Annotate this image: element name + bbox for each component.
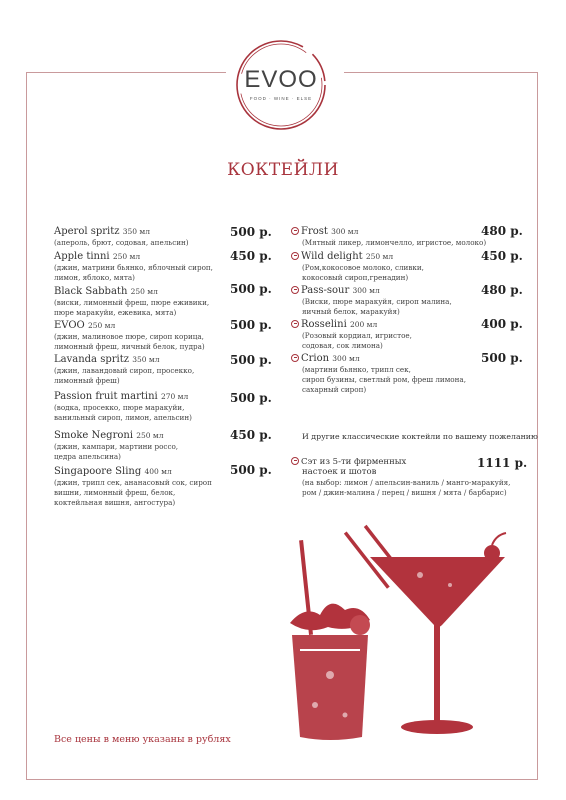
item-name: Pass-sour (301, 285, 350, 296)
item-desc: яичный белок, маракуйя) (302, 307, 400, 316)
brand-tagline: FOOD · WINE · ELSE (249, 96, 313, 101)
item-price: 500 р. (230, 282, 272, 296)
item-name: Wild delight (301, 251, 363, 262)
item-desc: коктейльная вишня, ангостура) (54, 498, 176, 507)
item-volume: 300 мл (352, 286, 380, 295)
item-desc: (Ром,кокосовое молоко, сливки, (302, 263, 424, 272)
signature-icon (291, 320, 299, 328)
item-volume: 250 мл (130, 287, 158, 296)
menu-item (54, 430, 178, 462)
menu-item (54, 466, 212, 508)
brand-name: EVOO (244, 66, 318, 93)
item-desc: (Виски, пюре маракуйя, сироп малина, (302, 297, 452, 306)
signature-icon (291, 457, 299, 465)
item-name: Apple tinni (54, 251, 110, 262)
item-price: 500 р. (230, 318, 272, 332)
item-desc: лимонный фреш, яичный белок, пудра) (54, 342, 205, 351)
item-desc: кокосовый сироп,гренадин) (302, 273, 409, 282)
item-desc: (джин, лавандовый сироп, просекко, (54, 366, 195, 375)
menu-item (54, 286, 209, 318)
menu-item (291, 226, 486, 248)
item-desc: цедра апельсина) (54, 452, 121, 461)
item-desc: (Мятный ликер, лимончелло, игристое, молоко) (302, 238, 487, 247)
set-name: Сэт из 5-ти фирменных (301, 457, 407, 467)
item-name: Lavanda spritz (54, 354, 129, 365)
item-price: 480 р. (481, 224, 523, 238)
menu-item (54, 226, 189, 248)
item-desc: вишни, лимонный фреш, белок, (54, 488, 176, 497)
item-price: 500 р. (230, 391, 272, 405)
item-desc: сахарный сироп) (302, 385, 367, 394)
item-name: Aperol spritz (54, 226, 120, 237)
item-desc: (джин, кампари, мартини россо, (54, 442, 179, 451)
item-desc: (апероль, брют, содовая, апельсин) (54, 238, 189, 247)
menu-item (54, 320, 205, 352)
menu-item (291, 285, 452, 317)
item-price: 450 р. (481, 249, 523, 263)
item-volume: 400 мл (144, 467, 172, 476)
page-title: КОКТЕЙЛИ (227, 160, 339, 180)
item-name: Smoke Negroni (54, 430, 134, 441)
signature-icon (291, 227, 299, 235)
menu-item (291, 251, 424, 283)
item-volume: 270 мл (160, 392, 189, 401)
item-volume: 300 мл (332, 354, 360, 363)
signature-icon (291, 354, 299, 362)
item-desc: (на выбор: лимон / апельсин-ваниль / манго-маракуйя, (302, 478, 511, 487)
signature-icon (291, 252, 299, 260)
menu-item (291, 319, 412, 351)
item-desc: лимон, яблоко, мята) (54, 273, 135, 282)
menu-note: И другие классические коктейли по вашему пожеланию (302, 432, 538, 441)
item-volume: 250 мл (87, 321, 116, 330)
cocktails-illustration (270, 515, 520, 745)
item-price: 450 р. (230, 428, 272, 442)
item-price: 500 р. (230, 463, 272, 477)
item-name: Frost (301, 226, 328, 237)
item-desc: (виски, лимонный фреш, пюре еживики, (54, 298, 210, 307)
item-desc: лимонный фреш) (54, 376, 120, 385)
item-price: 480 р. (481, 283, 523, 297)
brand-logo (232, 36, 330, 134)
item-volume: 250 мл (136, 431, 164, 440)
item-price: 450 р. (230, 249, 272, 263)
item-desc: (джин, трипл сек, ананасовый сок, сироп (54, 478, 212, 487)
set-name-line2: настоек и шотов (302, 467, 377, 477)
item-desc: сироп бузины, светлый ром, фреш лимона, (302, 375, 466, 384)
signature-icon (291, 286, 299, 294)
menu-item (291, 353, 466, 395)
item-volume: 250 мл (365, 252, 394, 261)
item-name: Black Sabbath (54, 286, 128, 297)
item-price: 500 р. (230, 353, 272, 367)
item-volume: 250 мл (112, 252, 141, 261)
item-name: EVOO (54, 320, 85, 331)
item-volume: 350 мл (122, 227, 151, 236)
item-desc: (Розовый кордиал, игристое, (302, 331, 412, 340)
item-desc: пюре маракуйи, ежевика, мята) (54, 308, 177, 317)
menu-item (54, 354, 194, 386)
item-volume: 350 мл (132, 355, 160, 364)
item-price: 400 р. (481, 317, 523, 331)
item-name: Rosselini (301, 319, 347, 330)
item-name: Singapoore Sling (54, 466, 142, 477)
item-name: Passion fruit martini (54, 391, 158, 402)
item-price: 500 р. (481, 351, 523, 365)
prices-footnote: Все цены в меню указаны в рублях (54, 734, 231, 745)
menu-item (54, 251, 213, 283)
menu-item (54, 391, 192, 423)
item-desc: ванильный сироп, лимон, апельсин) (54, 413, 192, 422)
item-volume: 300 мл (331, 227, 359, 236)
item-desc: (джин, малиновое пюре, сироп корица, (54, 332, 204, 341)
item-name: Crion (301, 353, 330, 364)
item-desc: (мартини бьянко, трипл сек, (302, 365, 411, 374)
item-price: 1111 р. (477, 456, 528, 470)
item-volume: 200 мл (349, 320, 378, 329)
item-desc: ром / джин-малина / перец / вишня / мята / барбарис) (302, 488, 507, 497)
item-price: 500 р. (230, 225, 272, 239)
item-desc: (водка, просекко, пюре маракуйи, (54, 403, 185, 412)
item-desc: (джин, матрини бьянко, яблочный сироп, (54, 263, 213, 272)
item-desc: содовая, сок лимона) (302, 341, 383, 350)
